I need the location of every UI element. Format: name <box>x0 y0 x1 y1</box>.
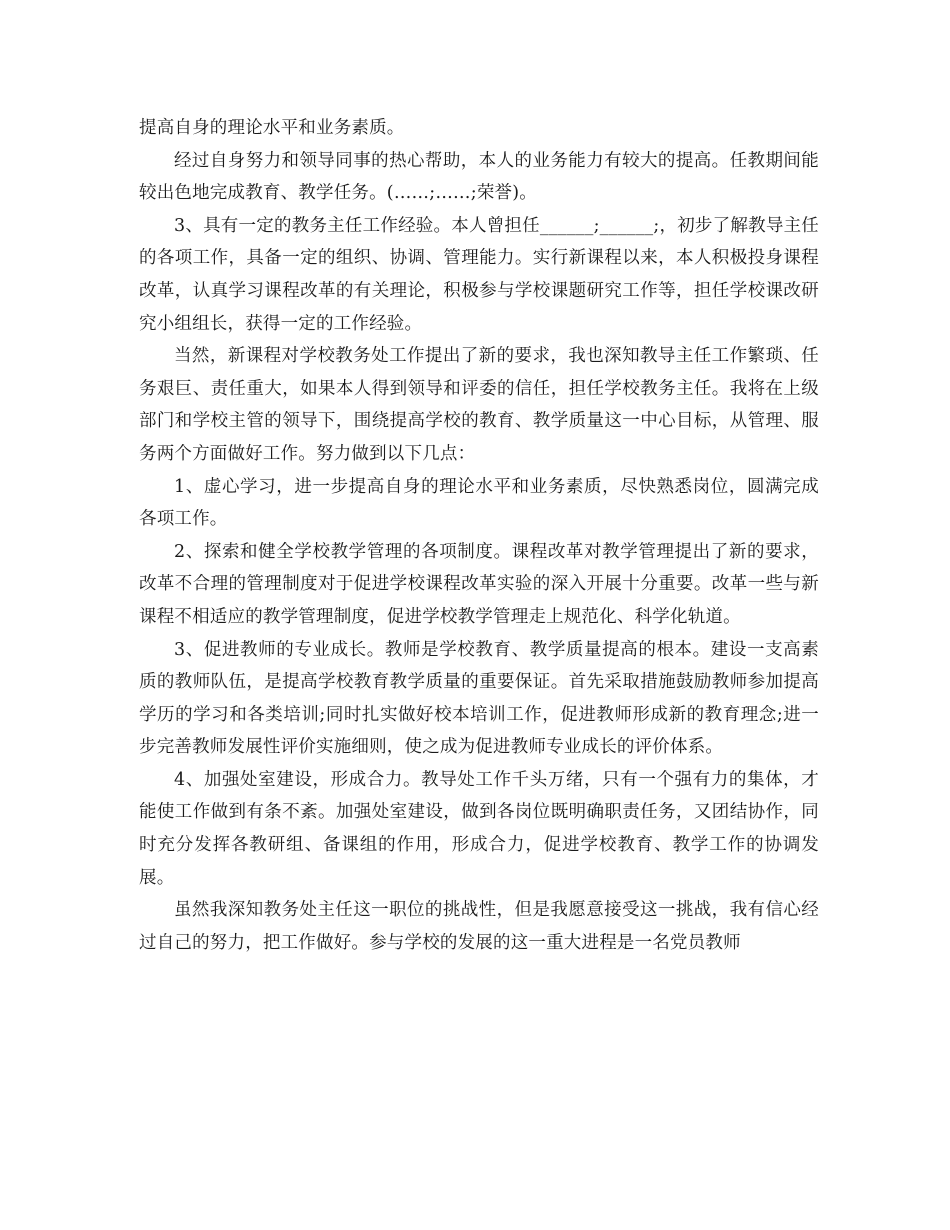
paragraph-closing: 虽然我深知教务处主任这一职位的挑战性，但是我愿意接受这一挑战，我有信心经过自己的努力，把工作做好。参与学校的发展的这一重大进程是一名党员教师 <box>139 900 819 953</box>
paragraph-experience: 3、具有一定的教务主任工作经验。本人曾担任______;______;，初步了解教导主任的各项工作，具备一定的组织、协调、管理能力。实行新课程以来，本人积极投身课程改革，认真学习课程改革的有关理论，积极参与学校课题研究工作等，担任学校课改研究小组组长，获得一定的工作经验。 <box>139 215 819 334</box>
paragraph-new-requirements: 当然，新课程对学校教务处工作提出了新的要求，我也深知教导主任工作繁琐、任务艰巨、责任重大，如果本人得到领导和评委的信任，担任学校教务主任。我将在上级部门和学校主管的领导下，围绕提高学校的教育、教学质量这一中心目标，从管理、服务两个方面做好工作。努力做到以下几点： <box>139 346 819 464</box>
paragraph-point-2: 2、探索和健全学校教学管理的各项制度。课程改革对教学管理提出了新的要求，改革不合理的管理制度对于促进学校课程改革实验的深入开展十分重要。改革一些与新课程不相适应的教学管理制度，促进学校教学管理走上规范化、科学化轨道。 <box>139 541 819 627</box>
document-body <box>139 112 819 959</box>
paragraph-work-ability: 经过自身努力和领导同事的热心帮助，本人的业务能力有较大的提高。任教期间能较出色地完成教育、教学任务。(……;……;荣誉)。 <box>139 150 819 204</box>
paragraph-point-4: 4、加强处室建设，形成合力。教导处工作千头万绪，只有一个强有力的集体，才能使工作做到有条不紊。加强处室建设，做到各岗位既明确职责任务，又团结协作，同时充分发挥各教研组、备课组的作用，形成合力，促进学校教育、教学工作的协调发展。 <box>139 769 819 888</box>
paragraph-point-3: 3、促进教师的专业成长。教师是学校教育、教学质量提高的根本。建设一支高素质的教师队伍，是提高学校教育教学质量的重要保证。首先采取措施鼓励教师参加提高学历的学习和各类培训;同时扎实做好校本培训工作，促进教师形成新的教育理念;进一步完善教师发展性评价实施细则，使之成为促进教师专业成长的评价体系。 <box>139 639 819 758</box>
paragraph-point-1: 1、虚心学习，进一步提高自身的理论水平和业务素质，尽快熟悉岗位，圆满完成各项工作。 <box>139 476 819 530</box>
paragraph-continuation: 提高自身的理论水平和业务素质。 <box>139 118 405 138</box>
